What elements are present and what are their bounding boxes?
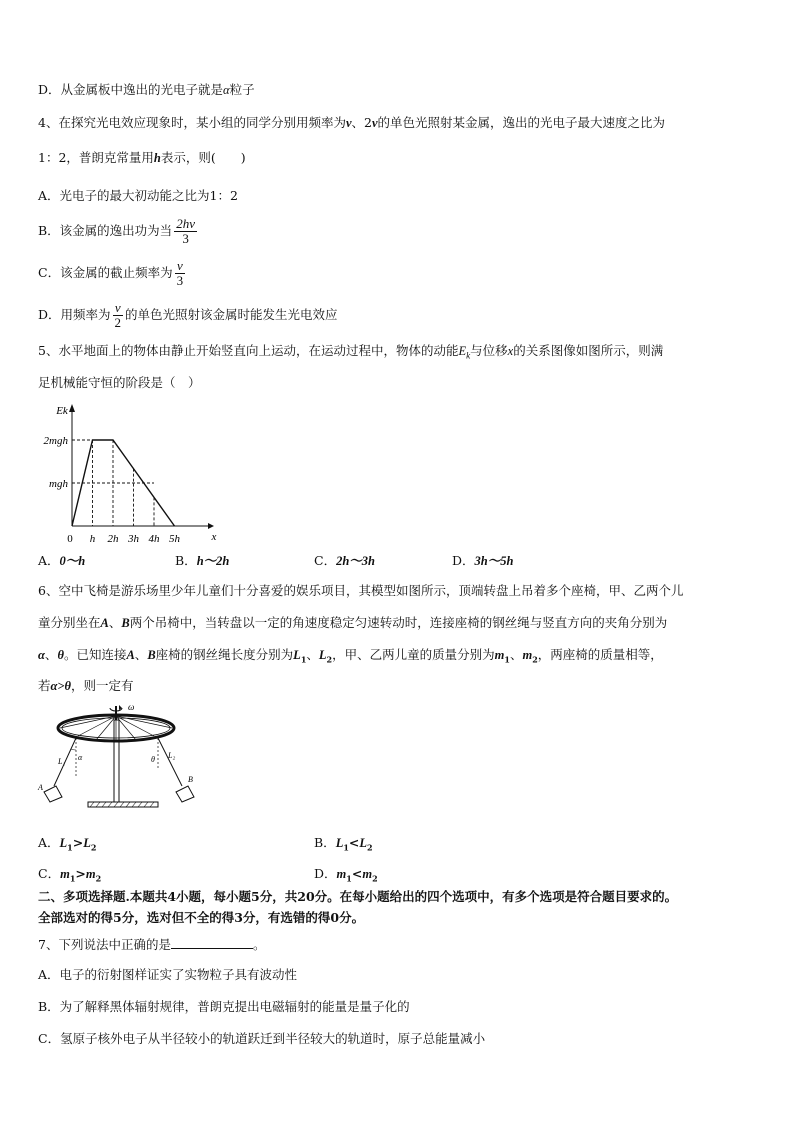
section2-line1: 二、多项选择题.本题共4小题，每小题5分，共20分。在每小题给出的四个选项中，有多个选项是符合题目要求的。: [38, 889, 678, 904]
x-axis-label: x: [211, 531, 217, 543]
q5-option-a: A．0～h: [38, 553, 86, 568]
l2-label: L₂: [168, 751, 176, 760]
q5-option-b: B．h～2h: [175, 553, 230, 568]
q3-option-d: D．从金属板中逸出的光电子就是α粒子: [38, 82, 255, 97]
q6-option-d: D．$m_1<m_2$: [314, 866, 378, 884]
x-tick-2: 2h: [107, 533, 119, 545]
q5-option-c: C．2h～3h: [314, 553, 375, 568]
x-tick-4: 4h: [148, 533, 160, 545]
chart-guide-lines: [72, 440, 154, 526]
seat-b: [176, 786, 194, 802]
fraction: $\frac{\nu}{2}$: [114, 300, 122, 330]
q6-stem-line2: 童分别坐在A、B两个吊椅中，当转盘以一定的角速度稳定匀速转动时，连接座椅的钢丝绳与竖直方向的夹角分别为: [38, 615, 668, 630]
q6-option-a: A．$L_1>L_2$: [38, 835, 97, 853]
a-label: A: [38, 783, 43, 792]
x-tick-3: 3h: [128, 533, 139, 545]
q4-option-a: A．光电子的最大初动能之比为1：2: [38, 188, 238, 203]
q7-option-a: A．电子的衍射图样证实了实物粒子具有波动性: [38, 967, 298, 982]
alpha-label: α: [78, 753, 83, 762]
theta-label: θ: [151, 755, 155, 764]
q4-stem-line2: 1：2，普朗克常量用h表示，则( ): [38, 150, 246, 165]
q6-option-b: B．$L_1<L_2$: [314, 835, 373, 853]
rope-l2: [158, 738, 182, 786]
y-tick-mgh: mgh: [49, 478, 68, 490]
chart-axes: [69, 404, 214, 529]
seat-a: [44, 786, 62, 802]
q4-option-c: C．该金属的截止频率为 $\frac{\nu}{3}$: [38, 258, 184, 288]
x-axis-arrow: [208, 523, 214, 529]
y-axis-arrow: [69, 404, 75, 412]
fraction: $\frac{\nu}{3}$: [176, 258, 184, 288]
q6-stem-line4: 若α>θ，则一定有: [38, 678, 134, 693]
x-tick-1: h: [89, 533, 96, 545]
answer-blank: [171, 936, 253, 949]
omega-label: ω: [128, 702, 135, 712]
q4-stem-line1: 4、在探究光电效应现象时，某小组的同学分别用频率为ν、2ν的单色光照射某金属，逸出的光电子最大速度之比为: [38, 115, 666, 130]
q4-option-d: D．用频率为 $\frac{\nu}{2}$ 的单色光照射该金属时能发生光电效应: [38, 300, 338, 330]
q5-option-d: D．3h～5h: [452, 553, 514, 568]
q5-stem-line1: 5、水平地面上的物体由静止开始竖直向上运动，在运动过程中，物体的动能$E_k$与位移x的关系图像如图所示，则满: [38, 343, 664, 361]
fraction: $\frac{2h\nu}{3}$: [176, 216, 195, 246]
q6-option-c: C．$m_1>m_2$: [38, 866, 102, 884]
x-tick-0: 0: [67, 533, 73, 545]
pole: [114, 720, 119, 802]
q4-option-b: B．该金属的逸出功为当 $\frac{2h\nu}{3}$: [38, 216, 195, 246]
q7-option-b: B．为了解释黑体辐射规律，普朗克提出电磁辐射的能量是量子化的: [38, 999, 410, 1014]
chart-labels: [44, 405, 217, 545]
ground-hatch: [90, 802, 154, 807]
q5-stem-line2: 足机械能守恒的阶段是（ ）: [38, 375, 201, 390]
y-tick-2mgh: 2mgh: [43, 435, 68, 447]
q6-swing-ride-figure: [36, 698, 206, 813]
q6-stem-line1: 6、空中飞椅是游乐场里少年儿童们十分喜爱的娱乐项目，其模型如图所示，顶端转盘上吊着多个座椅，甲、乙两个儿: [38, 583, 684, 598]
q5-ek-x-graph: [36, 398, 236, 546]
q6-stem-line3: α、θ。已知连接A、B座椅的钢丝绳长度分别为$L_1$、$L_2$，甲、乙两儿童的质量分别为$m_1$、$m_2$，两座椅的质量相等，: [38, 647, 663, 665]
b-label: B: [188, 775, 193, 784]
section2-line2: 全部选对的得5分，选对但不全的得3分，有选错的得0分。: [38, 910, 365, 925]
x-tick-5: 5h: [169, 533, 180, 545]
q7-option-c: C．氢原子核外电子从半径较小的轨道跃迁到半径较大的轨道时，原子总能量减小: [38, 1031, 486, 1046]
l1-label: L₁: [58, 757, 66, 766]
y-axis-label: Ek: [56, 405, 68, 417]
q7-stem: 7、下列说法中正确的是 。: [38, 937, 266, 952]
